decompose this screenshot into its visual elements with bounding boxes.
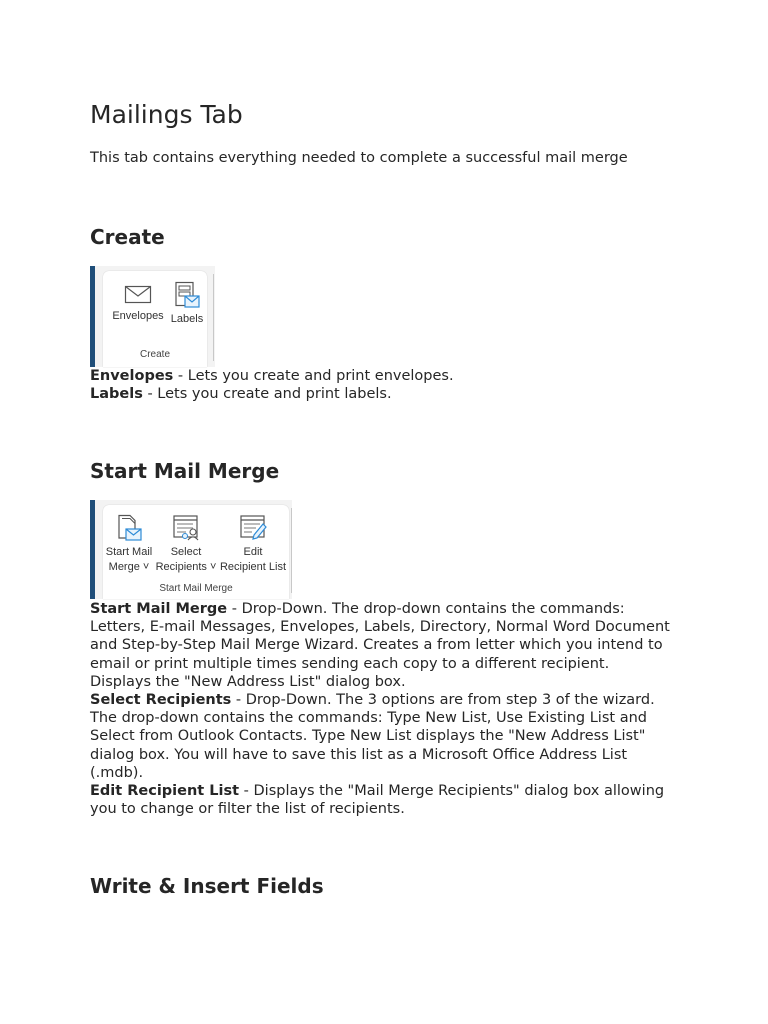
envelopes-button-label: Envelopes: [112, 310, 164, 322]
select-recipients-term: Select Recipients: [90, 692, 232, 709]
start-mail-merge-ribbon-image: [90, 500, 292, 599]
labels-button-label: Labels: [170, 313, 204, 325]
envelopes-term: Envelopes: [90, 368, 174, 384]
ribbon-separator: [213, 274, 214, 361]
edit-recipient-list-label-line2: Recipient List: [219, 561, 287, 573]
envelopes-description: - Lets you create and print envelopes.: [173, 368, 454, 384]
start-mail-merge-group-label: Start Mail Merge: [159, 583, 233, 594]
edit-recipient-list-ribbon-button: [217, 514, 289, 575]
labels-ribbon-button: [169, 281, 205, 327]
start-mail-merge-term: Start Mail Merge: [90, 601, 228, 617]
create-heading: Create: [90, 225, 165, 249]
start-mail-merge-label-line1: Start Mail: [105, 546, 153, 558]
envelopes-ribbon-button: [110, 282, 166, 324]
edit-recipient-list-description: - Displays the "Mail Merge Recipients" dialog box allowing you to change or filter the list of recipients.: [90, 783, 665, 818]
start-mail-merge-label-line2: Merge ˅: [108, 561, 150, 573]
start-mail-merge-heading: Start Mail Merge: [90, 459, 280, 483]
start-mail-merge-ribbon-panel: [103, 505, 289, 599]
create-ribbon-panel: [103, 271, 207, 367]
start-mail-merge-ribbon-button: [103, 514, 155, 575]
envelope-icon: [124, 282, 152, 306]
select-recipients-label-line2: Recipients ˅: [155, 561, 217, 573]
select-recipients-ribbon-button: [155, 514, 217, 575]
select-recipients-icon: [172, 514, 200, 542]
intro-text: This tab contains everything needed to complete a successful mail merge: [90, 150, 628, 166]
labels-description: - Lets you create and print labels.: [142, 386, 392, 403]
create-group-label: Create: [139, 349, 170, 360]
start-mail-merge-icon: [115, 514, 143, 542]
create-descriptions: [90, 367, 670, 403]
edit-recipient-list-term: Edit Recipient List: [90, 783, 240, 800]
edit-recipient-list-icon: [239, 514, 267, 542]
ribbon-separator: [291, 508, 292, 593]
edit-recipient-list-label-line1: Edit: [243, 546, 263, 558]
labels-icon: [173, 281, 201, 309]
start-mail-merge-description: - Drop-Down. The drop-down contains the commands: Letters, E-mail Messages, Envelopes, Labels, Directory, Normal Word Document and Step-by-Step Mail Merge Wizard. Creates a from letter which you intend to email or print multiple times sending each copy to a different recipient. Displays the "New Address List" dialog box.: [90, 601, 670, 690]
select-recipients-description: - Drop-Down. The 3 options are from step 3 of the wizard. The drop-down contains the commands: Type New List, Use Existing List and Select from Outlook Contacts. Type New List displays the "New Address List" dialog box. You will have to save this list as a Microsoft Office Address List (.mdb).: [90, 692, 655, 781]
select-recipients-label-line1: Select: [170, 546, 202, 558]
start-mail-merge-descriptions: [90, 600, 670, 818]
page-title: Mailings Tab: [90, 100, 243, 129]
labels-term: Labels: [90, 386, 143, 403]
create-ribbon-image: [90, 266, 215, 367]
write-insert-fields-heading: Write & Insert Fields: [90, 874, 324, 898]
